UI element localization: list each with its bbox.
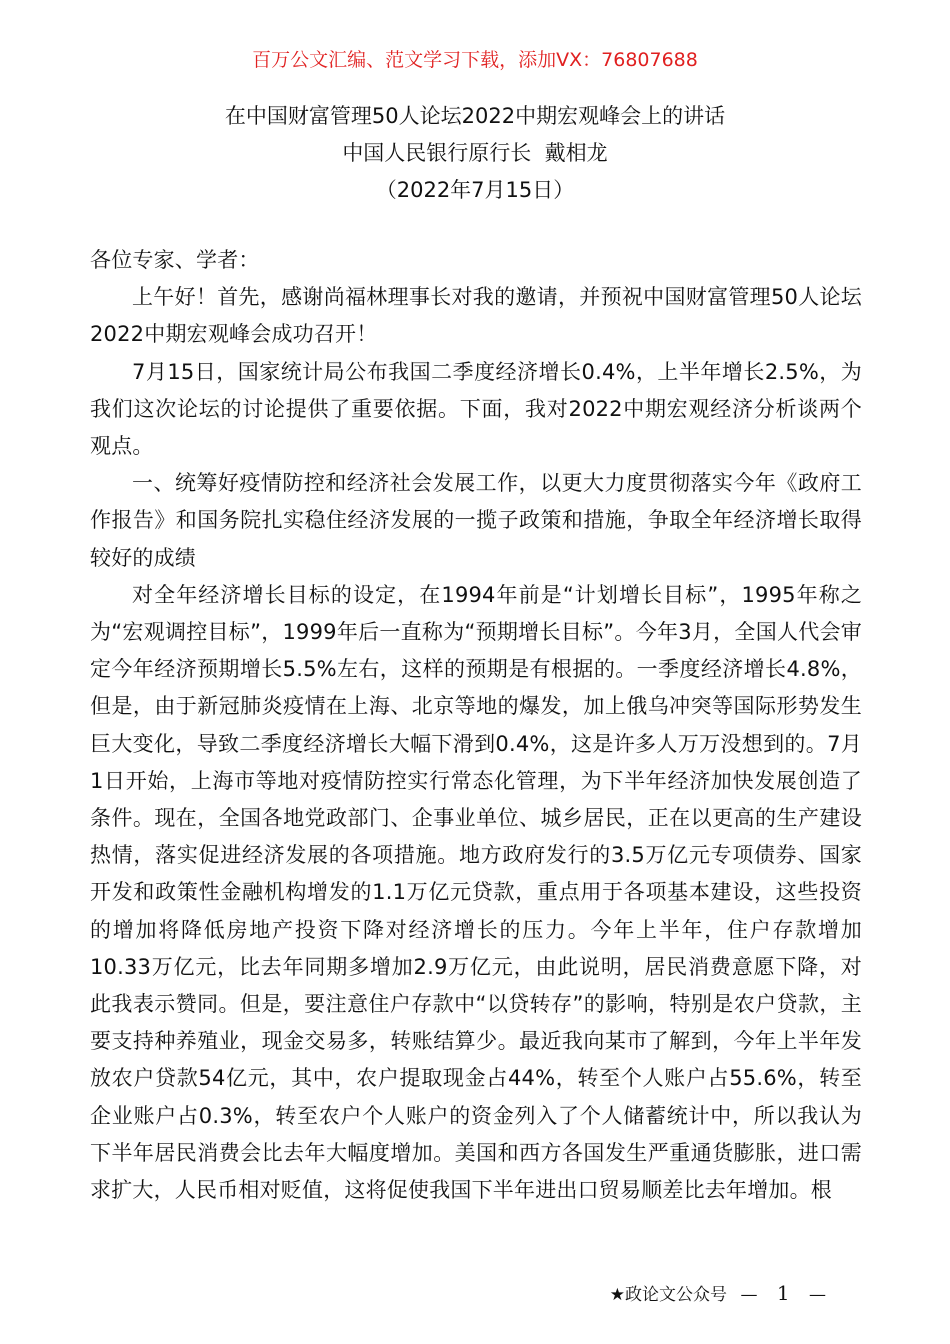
footer-dash-right: — bbox=[809, 1285, 826, 1305]
paragraph-statistics: 7月15日，国家统计局公布我国二季度经济增长0.4%，上半年增长2.5%，为我们这次论坛的讨论提供了重要依据。下面，我对2022中期宏观经济分析谈两个观点。 bbox=[90, 359, 862, 459]
header-notice: 百万公文汇编、范文学习下载，添加VX：76807688 bbox=[252, 49, 698, 71]
footer-source: ★政论文公众号 bbox=[609, 1285, 728, 1305]
section-heading-one: 一、统筹好疫情防控和经济社会发展工作，以更大力度贯彻落实今年《政府工作报告》和国务院扎实稳住经济发展的一揽子政策和措施，争取全年经济增长取得较好的成绩 bbox=[90, 471, 862, 570]
paragraph-growth-target: 对全年经济增长目标的设定，在1994年前是“计划增长目标”，1995年称之为“宏观调控目标”，1999年后一直称为“预期增长目标”。今年3月，全国人代会审定今年经济预期增长5.5%左右，这样的预期是有根据的。一季度经济增长4.8%，但是，由于新冠肺炎疫情在上海、北京等地的爆发，加上俄乌冲突等国际形势发生巨大变化，导致二季度经济增长大幅下滑到0.4%，这是许多人万万没想到的。7月1日开始，上海市等地对疫情防控实行常态化管理，为下半年经济加快发展创造了条件。现在，全国各地党政部门、企事业单位、城乡居民，正在以更高的生产建设热情，落实促进经济发展的各项措施。地方政府发行的3.5万亿元专项债券、国家开发和政策性金融机构增发的1.1万亿元贷款，重点用于各项基本建设，这些投资的增加将降低房地产投资下降对经济增长的压力。今年上半年，住户存款增加10.33万亿元，比去年同期多增加2.9万亿元，由此说明，居民消费意愿下降，对此我表示赞同。但是，要注意住户存款中“以贷转存”的影响，特别是农户贷款，主要支持种养殖业，现金交易多，转账结算少。最近我向某市了解到，今年上半年发放农户贷款54亿元，其中，农户提取现金占44%，转至个人账户占55.6%，转至企业账户占0.3%，转至农户个人账户的资金列入了个人储蓄统计中，所以我认为下半年居民消费会比去年大幅度增加。美国和西方各国发生严重通货膨胀，进口需求扩大，人民币相对贬值，这将促使我国下半年进出口贸易顺差比去年增加。根 bbox=[90, 582, 862, 1203]
page-footer bbox=[610, 1280, 834, 1308]
paragraph-greeting: 上午好！首先，感谢尚福林理事长对我的邀请，并预祝中国财富管理50人论坛2022中期宏观峰会成功召开！ bbox=[90, 285, 862, 347]
speech-title: 在中国财富管理50人论坛2022中期宏观峰会上的讲话 bbox=[224, 104, 726, 128]
salutation: 各位专家、学者： bbox=[90, 248, 260, 272]
speech-date: （2022年7月15日） bbox=[375, 178, 575, 202]
page-number: 1 bbox=[776, 1281, 790, 1305]
speech-body bbox=[90, 242, 862, 1209]
footer-dash-left: — bbox=[740, 1285, 758, 1305]
speaker-line: 中国人民银行原行长 戴相龙 bbox=[342, 141, 608, 165]
title-block bbox=[0, 98, 950, 209]
